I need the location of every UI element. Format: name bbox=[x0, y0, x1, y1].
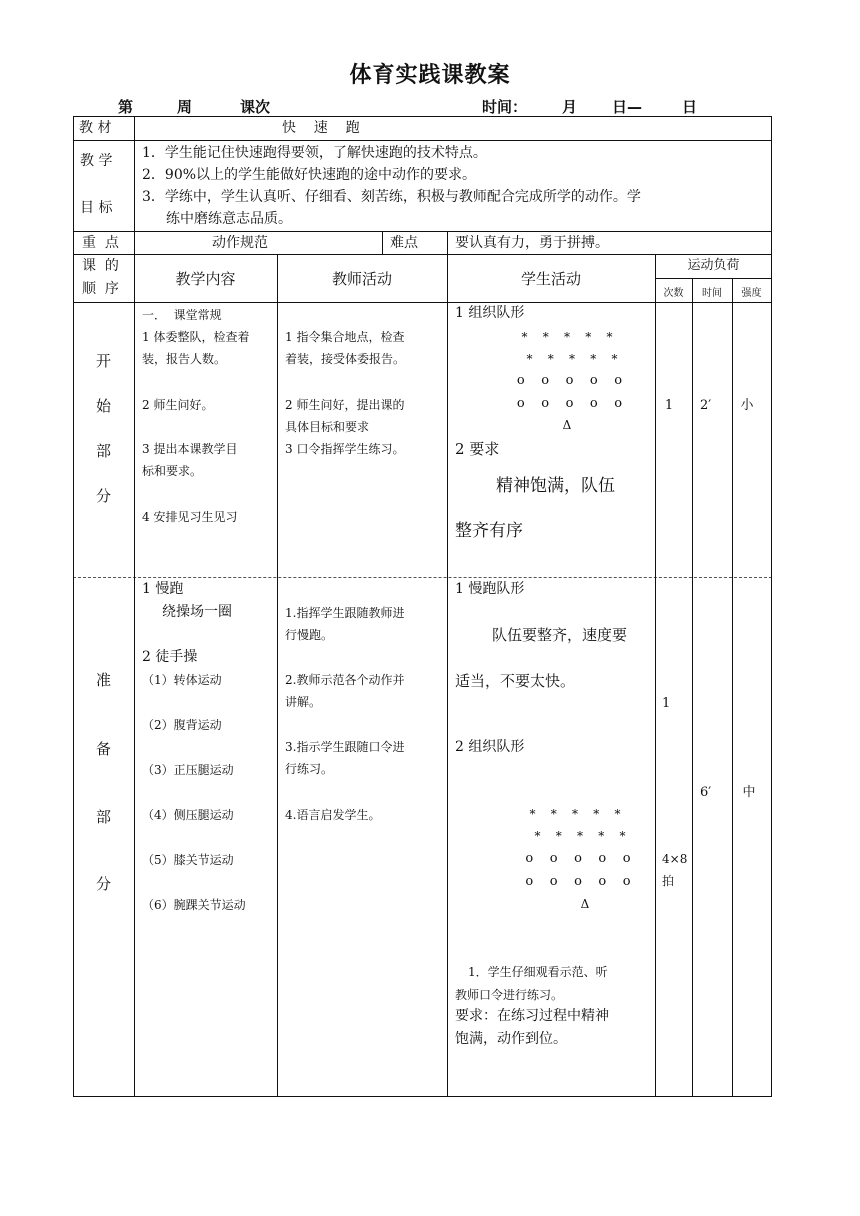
start-teacher-item2a: 2 师生问好，提出课的 bbox=[285, 398, 405, 412]
goal-item-3-cont: 练中磨练意志品质。 bbox=[166, 211, 292, 227]
section-start-name-2: 始 bbox=[95, 397, 111, 415]
start-formation-row-1: * * * * * bbox=[521, 330, 613, 344]
focus-label: 重 点 bbox=[82, 235, 119, 251]
section-prep-name-1: 准 bbox=[95, 671, 111, 689]
prep-student-note1a: 1．学生仔细观看示范、听 bbox=[468, 965, 608, 979]
prep-student-heading2: 2 组织队形 bbox=[455, 739, 525, 755]
section-start-name-4: 分 bbox=[95, 487, 111, 505]
prep-exercise-3: （3）正压腿运动 bbox=[142, 763, 234, 777]
prep-teacher-item3a: 3.指示学生跟随口令进 bbox=[285, 740, 405, 754]
prep-teacher-item3b: 行练习。 bbox=[285, 762, 334, 776]
prep-formation-row-3: o o o o o bbox=[525, 851, 631, 866]
week-blank bbox=[133, 102, 177, 117]
prep-formation-leader: Δ bbox=[580, 897, 590, 911]
section-prep-name-4: 分 bbox=[95, 875, 111, 893]
prep-exercise-5: （5）膝关节运动 bbox=[142, 853, 234, 867]
goal-item-1: 1．学生能记住快速跑得要领，了解快速跑的技术特点。 bbox=[142, 145, 487, 161]
start-student-req-text-1: 精神饱满，队伍 bbox=[496, 476, 615, 496]
day-range-label: 日— bbox=[612, 98, 643, 116]
start-content-item2: 2 师生问好。 bbox=[142, 398, 214, 412]
col-intensity-header: 强度 bbox=[741, 288, 762, 299]
material-value: 快 速 跑 bbox=[282, 120, 360, 136]
start-teacher-item2b: 具体目标和要求 bbox=[285, 420, 370, 434]
month-label: 月 bbox=[562, 98, 578, 116]
prep-content-heading1-sub: 绕操场一圈 bbox=[162, 604, 232, 620]
section-prep-name-2: 备 bbox=[95, 740, 111, 758]
prep-intensity: 中 bbox=[742, 785, 756, 800]
page-title: 体育实践课教案 bbox=[349, 63, 511, 88]
prep-time: 6′ bbox=[700, 785, 712, 800]
lesson-blank bbox=[192, 102, 240, 117]
prep-formation-row-2: * * * * * bbox=[534, 829, 626, 843]
col-order-label-1: 课 的 bbox=[82, 258, 119, 274]
col-content-header: 教学内容 bbox=[175, 270, 236, 288]
material-label: 教 材 bbox=[79, 120, 112, 136]
start-content-item3b: 标和要求。 bbox=[142, 464, 203, 478]
col-time-header: 时间 bbox=[702, 288, 722, 299]
start-student-req-text-2: 整齐有序 bbox=[455, 521, 523, 541]
start-formation-row-4: o o o o o bbox=[516, 396, 623, 411]
start-time: 2′ bbox=[700, 398, 712, 413]
prep-count-1: 1 bbox=[662, 696, 671, 711]
col-teacher-header: 教师活动 bbox=[331, 270, 392, 288]
start-teacher-item1a: 1 指令集合地点，检查 bbox=[285, 330, 405, 344]
day-end-label: 日 bbox=[682, 98, 698, 116]
difficulty-label: 难点 bbox=[390, 235, 418, 251]
prep-teacher-item1b: 行慢跑。 bbox=[285, 628, 334, 642]
start-formation-row-2: * * * * * bbox=[526, 352, 618, 366]
start-formation-row-3: o o o o o bbox=[516, 373, 623, 388]
section-start-name-1: 开 bbox=[95, 352, 111, 370]
prep-formation-row-1: * * * * * bbox=[529, 807, 621, 821]
prep-student-note1b: 教师口令进行练习。 bbox=[455, 988, 564, 1002]
col-count-header: 次数 bbox=[663, 288, 684, 299]
prep-student-text1a: 队伍要整齐，速度要 bbox=[492, 626, 628, 644]
prep-count-2b: 拍 bbox=[662, 874, 675, 888]
section-prep-name-3: 部 bbox=[95, 808, 111, 826]
prep-student-req2: 饱满，动作到位。 bbox=[455, 1031, 567, 1047]
difficulty-value: 要认真有力，勇于拼搏。 bbox=[455, 235, 609, 251]
week-lesson-line: 第 周 课次 bbox=[118, 98, 271, 116]
start-student-req: 2 要求 bbox=[455, 440, 500, 458]
col-order-label-2: 顺 序 bbox=[82, 281, 119, 297]
goal-item-2: 2．90%以上的学生能做好快速跑的途中动作的要求。 bbox=[142, 167, 477, 183]
prep-exercise-4: （4）侧压腿运动 bbox=[142, 808, 234, 822]
prep-teacher-item4: 4.语言启发学生。 bbox=[285, 808, 381, 822]
prep-student-req1: 要求：在练习过程中精神 bbox=[455, 1008, 609, 1024]
prep-teacher-item1a: 1.指挥学生跟随教师进 bbox=[285, 606, 405, 620]
start-content-item1a: 1 体委整队，检查着 bbox=[142, 330, 250, 344]
start-intensity: 小 bbox=[740, 398, 754, 413]
prep-exercise-2: （2）腹背运动 bbox=[142, 718, 222, 732]
prep-formation-row-4: o o o o o bbox=[525, 874, 631, 889]
start-content-heading: 一． 课堂常规 bbox=[142, 308, 222, 322]
prep-teacher-item2b: 讲解。 bbox=[285, 695, 322, 709]
prep-exercise-6: （6）腕踝关节运动 bbox=[142, 898, 246, 912]
prep-content-heading1: 1 慢跑 bbox=[142, 581, 184, 597]
prep-student-text1b: 适当，不要太快。 bbox=[455, 672, 576, 690]
start-teacher-item1b: 着装，接受体委报告。 bbox=[285, 352, 406, 366]
start-student-heading: 1 组织队形 bbox=[455, 305, 525, 321]
prep-teacher-item2a: 2.教师示范各个动作并 bbox=[285, 673, 405, 687]
prep-content-heading2: 2 徒手操 bbox=[142, 649, 198, 665]
col-student-header: 学生活动 bbox=[520, 270, 581, 288]
section-start-name-3: 部 bbox=[95, 442, 111, 460]
start-formation-leader: Δ bbox=[562, 418, 572, 432]
start-content-item3a: 3 提出本课教学目 bbox=[142, 442, 238, 456]
start-content-item4: 4 安排见习生见习 bbox=[142, 510, 238, 524]
goals-label-2: 目 标 bbox=[80, 200, 113, 216]
prep-student-heading1: 1 慢跑队形 bbox=[455, 581, 525, 597]
start-teacher-item3: 3 口令指挥学生练习。 bbox=[285, 442, 405, 456]
col-load-header: 运动负荷 bbox=[687, 258, 740, 273]
focus-value: 动作规范 bbox=[212, 235, 268, 251]
goals-label-1: 教 学 bbox=[80, 153, 113, 169]
prep-exercise-1: （1）转体运动 bbox=[142, 673, 222, 687]
goal-item-3: 3．学练中，学生认真听、仔细看、刻苦练，积极与教师配合完成所学的动作。学 bbox=[142, 189, 641, 205]
prep-count-2a: 4×8 bbox=[662, 852, 688, 866]
start-content-item1b: 装，报告人数。 bbox=[142, 352, 227, 366]
time-label: 时间： bbox=[482, 98, 528, 116]
start-count: 1 bbox=[664, 398, 674, 413]
